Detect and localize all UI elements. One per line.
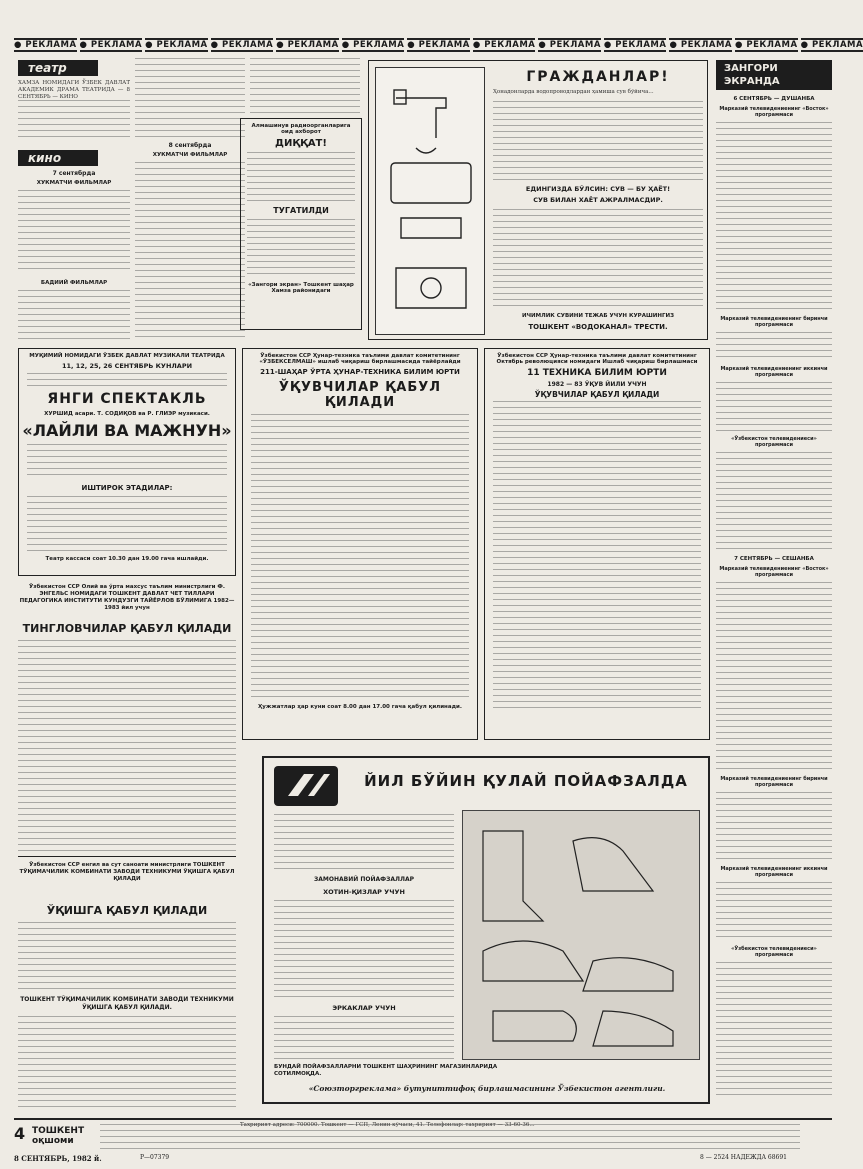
appeal-lines-1 xyxy=(493,101,703,181)
tv-lines-8 xyxy=(716,962,832,1097)
spectacle-lines-1 xyxy=(27,373,227,387)
ribbon-item: ● РЕКЛАМА xyxy=(276,40,339,50)
water-illustration xyxy=(375,67,485,335)
ukuv2-title: ЎҚУВЧИЛАР ҚАБУЛ ҚИЛАДИ xyxy=(534,390,660,399)
kino-sub2: БАДИИЙ ФИЛЬМЛАР xyxy=(40,280,108,286)
ribbon-item: ● РЕКЛАМА xyxy=(800,40,863,50)
kino-date: 7 сентябрда xyxy=(52,170,96,177)
ribbon-item: ● РЕКЛАМА xyxy=(735,40,798,50)
rule-1 xyxy=(18,856,236,857)
kino-date2: 8 сентябрда xyxy=(168,142,212,149)
shoes-lines-1 xyxy=(274,814,454,874)
spectacle-cast: ИШТИРОК ЭТАДИЛАР: xyxy=(81,484,173,492)
ukuv1-head: Ўзбекистон ССР Ҳунар-техника таълими давлат комитетининг «ЎЗБЕКСЕЛМАШ» ишлаб чиқариш бирлашмасида тайёрлайди xyxy=(259,353,461,365)
footer-rule xyxy=(14,1118,832,1120)
shoes-men: ЭРКАКЛАР УЧУН xyxy=(332,1004,396,1012)
advert-ribbon xyxy=(14,38,863,52)
shoes-agency: «Союзторгреклама» бутуниттифоқ бирлашмасининг Ўзбекистон агентлиги. xyxy=(308,1084,666,1093)
tingl-lines xyxy=(18,640,236,852)
spectacle-lines-3 xyxy=(27,496,227,552)
ukuv1-school: 211-ШАҲАР ЎРТА ҲУНАР-ТЕХНИКА БИЛИМ ЮРТИ xyxy=(260,368,460,376)
tv-header: ЗАНГОРИ ЭКРАНДА xyxy=(716,60,832,90)
appeal-slogan1: ЕДИНГИЗДА БЎЛСИН: СУВ — БУ ҲАЁТ! xyxy=(525,185,671,193)
tv-lines-7 xyxy=(716,882,832,942)
appeal-lines-2 xyxy=(493,209,703,309)
footer-order: Р—07379 xyxy=(140,1154,170,1161)
tv-lines-3 xyxy=(716,382,832,432)
tv-prog2: Марказий телевидениенинг биринчи программаси xyxy=(720,316,828,328)
tv-lines-4 xyxy=(716,452,832,552)
footer-license: 8 — 2524 НАДЕЖДА 68691 xyxy=(700,1154,787,1161)
spectacle-tickets: Театр кассаси соат 10.30 дан 19.00 гача ишлайди. xyxy=(45,556,209,562)
kino-lines-1 xyxy=(18,190,130,270)
footer-date: 8 СЕНТЯБРЬ, 1982 й. xyxy=(14,1154,102,1163)
appeal-slogan2: СУВ БИЛАН ХАЁТ АЖРАЛМАСДИР. xyxy=(533,196,663,204)
appeal-foot2: ТОШКЕНТ «ВОДОКАНАЛ» ТРЕСТИ. xyxy=(528,323,668,331)
tv-prog3: Марказий телевидениенинг иккинчи программаси xyxy=(720,366,828,378)
kino-lines-3 xyxy=(135,58,245,138)
tingl-title: ТИНГЛОВЧИЛАР ҚАБУЛ ҚИЛАДИ xyxy=(22,622,232,635)
kino-sub1: ХУКМАТЧИ ФИЛЬМЛАР xyxy=(36,180,112,186)
tv-lines-2 xyxy=(716,332,832,362)
footer-paper-name: ТОШКЕНТ оқшоми xyxy=(32,1126,85,1146)
ribbon-item: ● РЕКЛАМА xyxy=(210,40,274,50)
appeal-foot1: ИЧИМЛИК СУВИНИ ТЕЖАБ УЧУН КУРАШИНГИЗ xyxy=(522,313,674,319)
shoes-lines-3 xyxy=(274,1016,454,1060)
ukish1-tail: ТОШКЕНТ ТЎҚИМАЧИЛИК КОМБИНАТИ ЗАВОДИ ТЕХНИКУМИ ЎҚИШГА ҚАБУЛ ҚИЛАДИ. xyxy=(20,996,234,1011)
tv-prog8: «Ўзбекистон телевидениеси» программаси xyxy=(731,946,817,958)
tv-prog1: Марказий телевидениенинг «Восток» программаси xyxy=(719,106,829,118)
ukish1-title: ЎҚИШГА ҚАБУЛ ҚИЛАДИ xyxy=(46,904,208,917)
tv-day2: 7 СЕНТЯБРЬ — СЕШАНБА xyxy=(734,556,814,562)
footer-page-number: 4 xyxy=(14,1124,26,1143)
diqqat-title: ДИҚҚАТ! xyxy=(275,138,327,149)
diqqat-box xyxy=(240,118,362,330)
theatre-text: ХАМЗА НОМИДАГИ ЎЗБЕК ДАВЛАТ АКАДЕМИК ДРАМА ТЕАТРИДА — 8 СЕНТЯБРЬ — КИНО xyxy=(18,80,130,101)
water-tap-icon xyxy=(376,68,486,336)
diqqat-loc: «Зангори экран» Тошкент шаҳар Хамза районидаги xyxy=(248,282,354,294)
shoes-women: ХОТИН-ҚИЗЛАР УЧУН xyxy=(323,888,405,896)
ukuv2-year: 1982 — 83 ЎҚУВ ЙИЛИ УЧУН xyxy=(547,381,647,388)
ribbon-item: ● РЕКЛАМА xyxy=(145,40,208,50)
ukish1-head: Ўзбекистон ССР енгил ва сут саноати министрлиги ТОШКЕНТ ТЎҚИМАЧИЛИК КОМБИНАТИ ЗАВОДИ ТЕХНИКУМИ ЎҚИШГА ҚАБУЛ ҚИЛАДИ xyxy=(19,862,235,882)
footer-address: Тахририят адреси: 700000. Тошкент — ГСП, Ленин кўчаси, 41. Телефонлар: тахририят — 33-60-36... xyxy=(240,1122,535,1128)
spectacle-head: МУҚИМИЙ НОМИДАГИ ЎЗБЕК ДАВЛАТ МУЗИКАЛИ ТЕАТРИДА xyxy=(29,353,225,359)
tv-lines-6 xyxy=(716,792,832,862)
shoes-lead: ЗАМОНАВИЙ ПОЙАФЗАЛЛАР xyxy=(314,876,414,883)
appeal-title: ГРАЖДАНЛАР! xyxy=(526,69,670,85)
shoe-logo-glyph xyxy=(274,766,338,806)
spectacle-dates: 11, 12, 25, 26 СЕНТЯБРЬ КУНЛАРИ xyxy=(61,362,193,370)
diqqat-lines-1 xyxy=(247,152,355,202)
theatre-header: театр xyxy=(18,60,98,76)
tv-lines-5 xyxy=(716,582,832,772)
kino-lines-2 xyxy=(18,290,130,340)
theatre-lines xyxy=(18,100,130,140)
ribbon-item: ● РЕКЛАМА xyxy=(407,40,470,50)
ribbon-item: ● РЕКЛАМА xyxy=(472,40,536,50)
ribbon-item: ● РЕКЛАМА xyxy=(538,40,601,50)
ukuv2-head: Ўзбекистон ССР Ҳунар-техника таълими давлат комитетининг Октябрь революцияси номидаги Ишлаб чиқариш бирлашмаси xyxy=(496,353,698,365)
tv-prog7: Марказий телевидениенинг иккинчи программаси xyxy=(720,866,828,878)
ukish1-lines-1 xyxy=(18,922,236,992)
shoe-icon xyxy=(463,811,701,1061)
spectacle-box xyxy=(18,348,236,576)
appeal-sub: Ҳонадонларда водопроводлардан ҳамиша сув бўйича... xyxy=(493,89,654,95)
tv-day1: 6 СЕНТЯБРЬ — ДУШАНБА xyxy=(733,96,815,102)
ribbon-item: ● РЕКЛАМА xyxy=(341,40,405,50)
shoes-logo-icon xyxy=(274,766,338,806)
spectacle-play: «ЛАЙЛИ ВА МАЖНУН» xyxy=(22,421,232,440)
diqqat-dept: ТУГАТИЛДИ xyxy=(273,206,329,215)
ribbon-item: ● РЕКЛАМА xyxy=(14,40,77,50)
ukuv2-lines xyxy=(493,401,701,711)
ukuv1-foot: Ҳужжатлар ҳар куни соат 8.00 дан 17.00 гача қабул қилинади. xyxy=(258,704,462,710)
tv-prog4: «Ўзбекистон телевидениеси» программаси xyxy=(731,436,817,448)
tv-prog5: Марказий телевидениенинг «Восток» программаси xyxy=(719,566,829,578)
tv-lines-1 xyxy=(716,122,832,312)
tingl-head: Ўзбекистон ССР Олий ва ўрта махсус таълим министрлиги Ф. ЭНГЕЛЬС НОМИДАГИ ТОШКЕНТ ДАВЛАТ ЧЕТ ТИЛЛАРИ ПЕДАГОГИКА ИНСТИТУТИ КУНДУЗГИ ТАЙЁРЛОВ БЎЛИМИГА 1982—1983 йил учун xyxy=(19,584,235,611)
diqqat-lines-2 xyxy=(247,219,355,279)
ukuv1-box xyxy=(242,348,478,740)
shoes-brand: ЙИЛ БЎЙИН ҚУЛАЙ ПОЙАФЗАЛДА xyxy=(364,772,688,790)
spectacle-title: ЯНГИ СПЕКТАКЛЬ xyxy=(47,391,207,407)
ribbon-item: ● РЕКЛАМА xyxy=(79,40,143,50)
appeal-box xyxy=(368,60,708,340)
shoes-foot: БУНДАЙ ПОЙАФЗАЛЛАРНИ ТОШКЕНТ ШАҲРИНИНГ МАГАЗИНЛАРИДА СОТИЛМОҚДА. xyxy=(274,1064,498,1077)
ukuv2-box xyxy=(484,348,710,740)
kino-lines-5 xyxy=(250,58,360,118)
ukish1-lines-2 xyxy=(18,1016,236,1112)
ukuv1-title: ЎҚУВЧИЛАР ҚАБУЛ ҚИЛАДИ xyxy=(278,380,442,410)
tv-prog6: Марказий телевидениенинг биринчи программаси xyxy=(720,776,828,788)
ukuv1-lines xyxy=(251,414,469,700)
spectacle-lines-2 xyxy=(27,444,227,480)
kino-sub3: ХУКМАТЧИ ФИЛЬМЛАР xyxy=(152,152,228,158)
spectacle-authors: ХУРШИД асари. Т. СОДИҚОВ ва Р. ГЛИЭР музикаси. xyxy=(44,411,210,417)
kino-header: кино xyxy=(18,150,98,166)
shoes-box xyxy=(262,756,710,1104)
kino-lines-4 xyxy=(135,162,245,340)
ukuv2-school: 11 ТЕХНИКА БИЛИМ ЮРТИ xyxy=(527,368,667,378)
ribbon-item: ● РЕКЛАМА xyxy=(669,40,733,50)
diqqat-head: Алмашинув радиоорганларига оид ахборот xyxy=(251,123,351,135)
shoes-illustration xyxy=(462,810,700,1060)
ribbon-item: ● РЕКЛАМА xyxy=(603,40,667,50)
shoes-lines-2 xyxy=(274,900,454,1000)
